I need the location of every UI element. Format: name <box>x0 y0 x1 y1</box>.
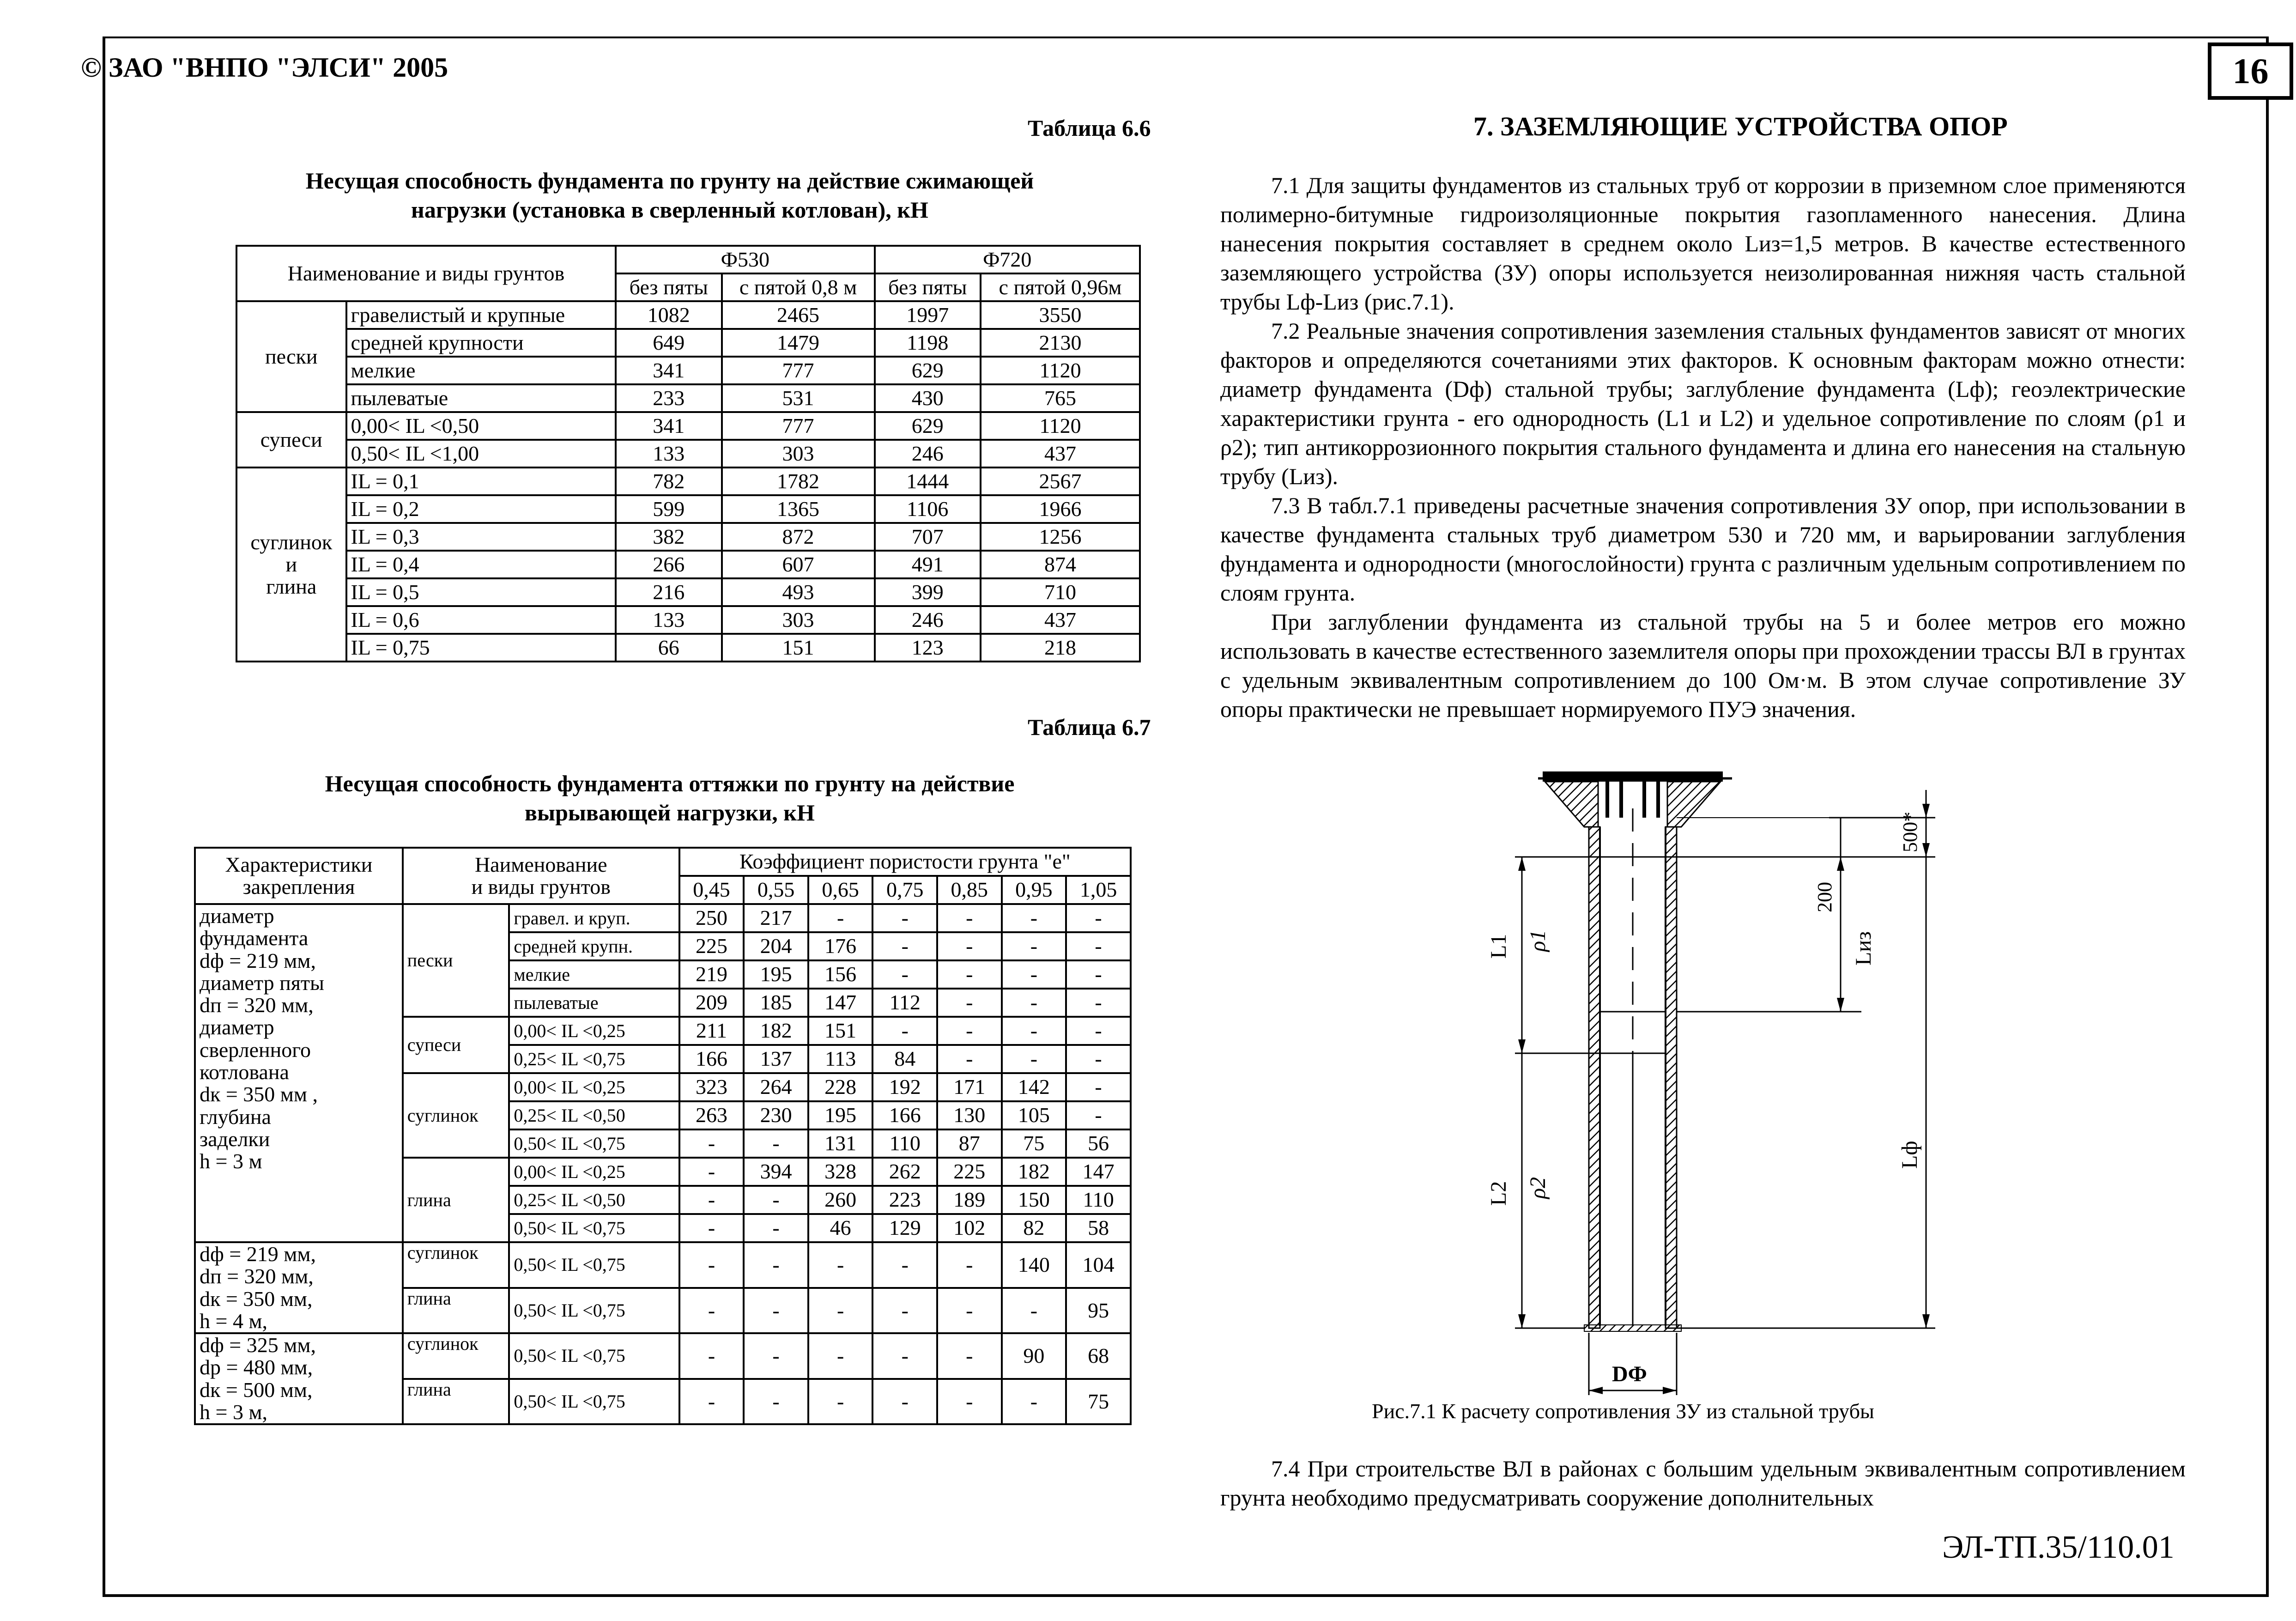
table-row <box>236 357 1140 384</box>
soil-type-cell: IL = 0,3 <box>346 523 616 551</box>
value-cell: - <box>679 1333 744 1379</box>
value-cell: 341 <box>616 412 721 440</box>
value-cell: 710 <box>981 578 1140 606</box>
value-cell: - <box>937 1017 1002 1045</box>
label-D: DФ <box>1612 1362 1647 1386</box>
value-cell: - <box>1066 904 1131 932</box>
value-cell: 204 <box>744 932 808 960</box>
value-cell: 147 <box>808 989 873 1017</box>
value-cell: 1082 <box>616 301 721 329</box>
value-cell: 1782 <box>722 467 875 495</box>
value-cell: - <box>872 1288 937 1334</box>
value-cell: 1106 <box>875 495 981 523</box>
table-row <box>236 412 1140 440</box>
value-cell: - <box>808 1379 873 1425</box>
value-cell: - <box>679 1288 744 1334</box>
value-cell: - <box>937 1379 1002 1425</box>
header-cell: 0,95 <box>1002 876 1066 904</box>
value-cell: - <box>808 1288 873 1334</box>
value-cell: 437 <box>981 606 1140 634</box>
value-cell: 133 <box>616 440 721 467</box>
value-cell: 147 <box>1066 1158 1131 1186</box>
value-cell: 2465 <box>722 301 875 329</box>
header-cell: с пятой 0,96м <box>981 273 1140 301</box>
value-cell: 394 <box>744 1158 808 1186</box>
value-cell: 151 <box>722 634 875 662</box>
value-cell: 1120 <box>981 412 1140 440</box>
value-cell: - <box>1002 1045 1066 1073</box>
value-cell: - <box>872 1017 937 1045</box>
value-cell: 182 <box>1002 1158 1066 1186</box>
characteristics-cell: диаметр фундамента dф = 219 мм, диаметр пяты dп = 320 мм, диаметр сверленного котлована dк = 350 мм , глубина заделки h = 3 м <box>195 904 403 1242</box>
copyright-header: © ЗАО "ВНПО "ЭЛСИ" 2005 <box>81 52 448 83</box>
value-cell: - <box>744 1242 808 1288</box>
value-cell: 323 <box>679 1073 744 1101</box>
soil-type-cell: 0,25< IL <0,50 <box>509 1101 679 1129</box>
value-cell: - <box>1002 1379 1066 1425</box>
value-cell: 176 <box>808 932 873 960</box>
value-cell: - <box>744 1214 808 1242</box>
value-cell: 104 <box>1066 1242 1131 1288</box>
table-row <box>236 467 1140 495</box>
value-cell: - <box>1066 960 1131 989</box>
value-cell: 777 <box>722 412 875 440</box>
value-cell: 66 <box>616 634 721 662</box>
value-cell: 150 <box>1002 1186 1066 1214</box>
value-cell: - <box>1002 960 1066 989</box>
header-cell: Характеристики закрепления <box>195 848 403 904</box>
value-cell: - <box>744 1288 808 1334</box>
value-cell: 185 <box>744 989 808 1017</box>
value-cell: 1479 <box>722 329 875 357</box>
soil-type-cell: 0,00< IL <0,25 <box>509 1017 679 1045</box>
value-cell: 264 <box>744 1073 808 1101</box>
value-cell: 166 <box>872 1101 937 1129</box>
soil-group: пески <box>236 301 346 412</box>
value-cell: - <box>1066 1101 1131 1129</box>
value-cell: - <box>937 1045 1002 1073</box>
value-cell: 250 <box>679 904 744 932</box>
value-cell: 195 <box>808 1101 873 1129</box>
section-text <box>1220 171 2186 724</box>
value-cell: - <box>937 989 1002 1017</box>
value-cell: 874 <box>981 551 1140 578</box>
value-cell: 84 <box>872 1045 937 1073</box>
value-cell: 90 <box>1002 1333 1066 1379</box>
label-L2: L2 <box>1486 1181 1511 1206</box>
value-cell: 629 <box>875 357 981 384</box>
value-cell: 531 <box>722 384 875 412</box>
value-cell: 629 <box>875 412 981 440</box>
soil-type-cell: пылеватые <box>509 989 679 1017</box>
value-cell: 123 <box>875 634 981 662</box>
soil-type-cell: IL = 0,5 <box>346 578 616 606</box>
value-cell: 1444 <box>875 467 981 495</box>
figure-steel-pipe <box>1446 762 1977 1395</box>
value-cell: - <box>1066 989 1131 1017</box>
value-cell: 82 <box>1002 1214 1066 1242</box>
value-cell: - <box>1002 1288 1066 1334</box>
header-cell: Ф720 <box>875 246 1140 273</box>
soil-group: глина <box>403 1158 509 1242</box>
value-cell: 189 <box>937 1186 1002 1214</box>
value-cell: - <box>679 1214 744 1242</box>
value-cell: 1198 <box>875 329 981 357</box>
value-cell: 707 <box>875 523 981 551</box>
table-row <box>236 523 1140 551</box>
characteristics-cell: dф = 325 мм, dр = 480 мм, dк = 500 мм, h = 3 м, <box>195 1333 403 1424</box>
value-cell: - <box>937 960 1002 989</box>
soil-type-cell: гравел. и круп. <box>509 904 679 932</box>
soil-type-cell: 0,50< IL <0,75 <box>509 1379 679 1425</box>
soil-type-cell: IL = 0,1 <box>346 467 616 495</box>
value-cell: 225 <box>679 932 744 960</box>
soil-type-cell: IL = 0,6 <box>346 606 616 634</box>
paragraph-7-2: 7.2 Реальные значения сопротивления заземления стальных фундаментов зависят от многих факторов и определяются сочетаниями этих факторов. К основным факторам можно отнести: диаметр фундамента (Dф) стальной трубы; заглубление фундамента (Lф); геоэлектрические характеристики грунта - его однородность (L1 и L2) и удельное сопротивление по слоям (ρ1 и ρ2); тип антикоррозионного покрытия стального фундамента и длина его нанесения на стальную трубу (Lиз). <box>1220 318 2186 489</box>
soil-group: глина <box>403 1379 509 1425</box>
value-cell: 211 <box>679 1017 744 1045</box>
soil-type-cell: средней крупн. <box>509 932 679 960</box>
right-cone <box>1667 782 1720 827</box>
label-200: 200 <box>1813 882 1836 912</box>
value-cell: 1997 <box>875 301 981 329</box>
value-cell: - <box>1002 904 1066 932</box>
value-cell: 156 <box>808 960 873 989</box>
table-row <box>236 578 1140 606</box>
soil-type-cell: пылеватые <box>346 384 616 412</box>
table-row <box>236 329 1140 357</box>
value-cell: 216 <box>616 578 721 606</box>
value-cell: - <box>744 1186 808 1214</box>
label-rho1: ρ1 <box>1526 929 1550 952</box>
table-row <box>195 1333 1131 1379</box>
value-cell: 303 <box>722 606 875 634</box>
header-cell: без пяты <box>875 273 981 301</box>
characteristics-cell: dф = 219 мм, dп = 320 мм, dк = 350 мм, h = 4 м, <box>195 1242 403 1333</box>
value-cell: - <box>679 1158 744 1186</box>
value-cell: 129 <box>872 1214 937 1242</box>
value-cell: 195 <box>744 960 808 989</box>
value-cell: 328 <box>808 1158 873 1186</box>
value-cell: 209 <box>679 989 744 1017</box>
table-row <box>236 551 1140 578</box>
value-cell: 142 <box>1002 1073 1066 1101</box>
soil-group: суглинок <box>403 1073 509 1158</box>
table-row <box>236 301 1140 329</box>
value-cell: - <box>1002 932 1066 960</box>
value-cell: - <box>937 1333 1002 1379</box>
value-cell: 140 <box>1002 1242 1066 1288</box>
table-6-7-label: Таблица 6.7 <box>1028 714 1151 740</box>
paragraph-7-4: 7.4 При строительстве ВЛ в районах с большим удельным эквивалентным сопротивлением грунта необходимо предусматривать сооружение дополнительных <box>1220 1456 2186 1511</box>
soil-type-cell: средней крупности <box>346 329 616 357</box>
value-cell: - <box>937 1242 1002 1288</box>
value-cell: - <box>872 932 937 960</box>
value-cell: - <box>872 1242 937 1288</box>
header-cell: 0,75 <box>872 876 937 904</box>
value-cell: - <box>808 904 873 932</box>
value-cell: 223 <box>872 1186 937 1214</box>
soil-group: суглинок <box>403 1242 509 1288</box>
value-cell: - <box>872 1379 937 1425</box>
value-cell: 262 <box>872 1158 937 1186</box>
header-cell: Наименование и виды грунтов <box>403 848 679 904</box>
value-cell: 75 <box>1066 1379 1131 1425</box>
value-cell: 68 <box>1066 1333 1131 1379</box>
label-500: 500* <box>1899 812 1921 852</box>
value-cell: 113 <box>808 1045 873 1073</box>
soil-type-cell: IL = 0,75 <box>346 634 616 662</box>
soil-type-cell: 0,00< IL <0,50 <box>346 412 616 440</box>
table-row <box>236 495 1140 523</box>
value-cell: 56 <box>1066 1129 1131 1158</box>
value-cell: 192 <box>872 1073 937 1101</box>
value-cell: 3550 <box>981 301 1140 329</box>
soil-type-cell: IL = 0,4 <box>346 551 616 578</box>
paragraph-7-3b: При заглублении фундамента из стальной трубы на 5 и более метров его можно использовать в качестве естественного заземлителя опоры при прохождении трассы ВЛ в грунтах с удельным эквивалентным сопротивлением до 100 Ом·м. В этом случае сопротивление ЗУ опоры практически не превышает нормируемого ПУЭ значения. <box>1220 609 2186 722</box>
value-cell: 110 <box>872 1129 937 1158</box>
table-6-6-title: Несущая способность фундамента по грунту на действие сжимающей нагрузки (установка в сверленный котлован), кН <box>305 168 1034 223</box>
value-cell: 782 <box>616 467 721 495</box>
value-cell: 217 <box>744 904 808 932</box>
value-cell: 872 <box>722 523 875 551</box>
value-cell: 1966 <box>981 495 1140 523</box>
value-cell: 2130 <box>981 329 1140 357</box>
document-code: ЭЛ-ТП.35/110.01 <box>1942 1530 2175 1565</box>
value-cell: - <box>808 1242 873 1288</box>
value-cell: 649 <box>616 329 721 357</box>
table-6-6-label: Таблица 6.6 <box>1028 115 1151 141</box>
value-cell: 166 <box>679 1045 744 1073</box>
pipe-wall-left <box>1589 827 1600 1328</box>
table-6-7 <box>194 847 1132 1425</box>
soil-type-cell: гравелистый и крупные <box>346 301 616 329</box>
section-text-2 <box>1220 1454 2186 1512</box>
table-6-7-title: Несущая способность фундамента оттяжки по грунту на действие вырывающей нагрузки, кН <box>325 771 1015 826</box>
value-cell: - <box>1066 1073 1131 1101</box>
value-cell: 777 <box>722 357 875 384</box>
header-cell: 0,45 <box>679 876 744 904</box>
value-cell: 112 <box>872 989 937 1017</box>
soil-group: глина <box>403 1288 509 1334</box>
value-cell: 225 <box>937 1158 1002 1186</box>
value-cell: - <box>808 1333 873 1379</box>
soil-type-cell: мелкие <box>346 357 616 384</box>
soil-group: суглинок <box>403 1333 509 1379</box>
header-cell: 0,55 <box>744 876 808 904</box>
soil-type-cell: 0,50< IL <0,75 <box>509 1129 679 1158</box>
table-row <box>236 606 1140 634</box>
soil-type-cell: мелкие <box>509 960 679 989</box>
value-cell: 260 <box>808 1186 873 1214</box>
value-cell: 399 <box>875 578 981 606</box>
value-cell: 341 <box>616 357 721 384</box>
value-cell: 2567 <box>981 467 1140 495</box>
value-cell: 182 <box>744 1017 808 1045</box>
value-cell: 599 <box>616 495 721 523</box>
value-cell: 430 <box>875 384 981 412</box>
value-cell: 130 <box>937 1101 1002 1129</box>
value-cell: 493 <box>722 578 875 606</box>
value-cell: - <box>679 1129 744 1158</box>
value-cell: - <box>679 1186 744 1214</box>
table-6-6 <box>236 245 1141 662</box>
header-cell: 0,65 <box>808 876 873 904</box>
value-cell: - <box>1002 1017 1066 1045</box>
base-plate <box>1543 771 1723 782</box>
pipe-wall-right <box>1666 827 1677 1328</box>
value-cell: 151 <box>808 1017 873 1045</box>
value-cell: - <box>937 1288 1002 1334</box>
value-cell: 382 <box>616 523 721 551</box>
value-cell: 491 <box>875 551 981 578</box>
value-cell: 95 <box>1066 1288 1131 1334</box>
value-cell: 765 <box>981 384 1140 412</box>
figure-caption: Рис.7.1 К расчету сопротивления ЗУ из стальной трубы <box>1372 1399 1874 1423</box>
value-cell: 133 <box>616 606 721 634</box>
value-cell: 230 <box>744 1101 808 1129</box>
value-cell: - <box>744 1333 808 1379</box>
soil-type-cell: 0,25< IL <0,50 <box>509 1186 679 1214</box>
value-cell: - <box>1002 989 1066 1017</box>
value-cell: - <box>679 1242 744 1288</box>
soil-type-cell: 0,50< IL <0,75 <box>509 1333 679 1379</box>
value-cell: 1256 <box>981 523 1140 551</box>
value-cell: 58 <box>1066 1214 1131 1242</box>
value-cell: - <box>1066 1045 1131 1073</box>
value-cell: 233 <box>616 384 721 412</box>
label-Liz: Lиз <box>1851 931 1876 965</box>
soil-group: супеси <box>403 1017 509 1073</box>
value-cell: - <box>1066 932 1131 960</box>
value-cell: 171 <box>937 1073 1002 1101</box>
table-row <box>236 634 1140 662</box>
page-number: 16 <box>2208 42 2293 100</box>
soil-type-cell: 0,50< IL <0,75 <box>509 1214 679 1242</box>
value-cell: 110 <box>1066 1186 1131 1214</box>
header-cell: без пяты <box>616 273 721 301</box>
header-cell: 0,85 <box>937 876 1002 904</box>
soil-type-cell: 0,00< IL <0,25 <box>509 1158 679 1186</box>
header-cell: Коэффициент пористости грунта "е" <box>679 848 1131 876</box>
header-cell: с пятой 0,8 м <box>722 273 875 301</box>
soil-type-cell: 0,25< IL <0,75 <box>509 1045 679 1073</box>
value-cell: 137 <box>744 1045 808 1073</box>
value-cell: 246 <box>875 606 981 634</box>
table-row <box>236 384 1140 412</box>
soil-type-cell: 0,50< IL <0,75 <box>509 1242 679 1288</box>
label-rho2: ρ2 <box>1526 1177 1550 1199</box>
value-cell: 266 <box>616 551 721 578</box>
value-cell: 228 <box>808 1073 873 1101</box>
header-cell: Наименование и виды грунтов <box>236 246 616 301</box>
left-cone <box>1545 782 1598 827</box>
value-cell: 102 <box>937 1214 1002 1242</box>
soil-type-cell: 0,00< IL <0,25 <box>509 1073 679 1101</box>
table-row <box>195 1242 1131 1288</box>
soil-group: супеси <box>236 412 346 467</box>
value-cell: 1365 <box>722 495 875 523</box>
value-cell: 263 <box>679 1101 744 1129</box>
table-row <box>236 440 1140 467</box>
value-cell: - <box>744 1129 808 1158</box>
label-L1: L1 <box>1486 934 1511 959</box>
value-cell: - <box>1066 1017 1131 1045</box>
value-cell: 219 <box>679 960 744 989</box>
section-title: 7. ЗАЗЕМЛЯЮЩИЕ УСТРОЙСТВА ОПОР <box>1473 111 2008 141</box>
value-cell: 105 <box>1002 1101 1066 1129</box>
value-cell: 607 <box>722 551 875 578</box>
value-cell: - <box>872 1333 937 1379</box>
soil-type-cell: 0,50< IL <1,00 <box>346 440 616 467</box>
value-cell: - <box>872 960 937 989</box>
soil-group: пески <box>403 904 509 1017</box>
header-cell: 1,05 <box>1066 876 1131 904</box>
value-cell: 75 <box>1002 1129 1066 1158</box>
soil-type-cell: 0,50< IL <0,75 <box>509 1288 679 1334</box>
value-cell: 46 <box>808 1214 873 1242</box>
value-cell: 131 <box>808 1129 873 1158</box>
value-cell: 246 <box>875 440 981 467</box>
value-cell: 87 <box>937 1129 1002 1158</box>
value-cell: - <box>937 932 1002 960</box>
soil-type-cell: IL = 0,2 <box>346 495 616 523</box>
paragraph-7-1: 7.1 Для защиты фундаментов из стальных труб от коррозии в приземном слое применяются полимерно-битумные гидроизоляционные покрытия газопламенного нанесения. Длина нанесения покрытия составляет в среднем около Lиз=1,5 метров. В качестве естественного заземляющего устройства (ЗУ) опоры используется неизолированная нижняя часть стальной трубы Lф-Lиз (рис.7.1). <box>1220 172 2186 315</box>
value-cell: 437 <box>981 440 1140 467</box>
value-cell: 303 <box>722 440 875 467</box>
value-cell: - <box>679 1379 744 1425</box>
soil-group: суглинок и глина <box>236 467 346 662</box>
value-cell: - <box>744 1379 808 1425</box>
label-Lf: Lф <box>1897 1141 1922 1169</box>
table-row <box>195 904 1131 932</box>
value-cell: - <box>872 904 937 932</box>
value-cell: 218 <box>981 634 1140 662</box>
value-cell: - <box>937 904 1002 932</box>
header-cell: Ф530 <box>616 246 875 273</box>
paragraph-7-3: 7.3 В табл.7.1 приведены расчетные значения сопротивления ЗУ опор, при использовании в качестве фундамента стальных труб диаметром 530 и 720 мм, и варьировании заглубления фундамента и однородности (многослойности) грунта с различным удельным сопротивлением по слоям грунта. <box>1220 492 2186 606</box>
value-cell: 1120 <box>981 357 1140 384</box>
